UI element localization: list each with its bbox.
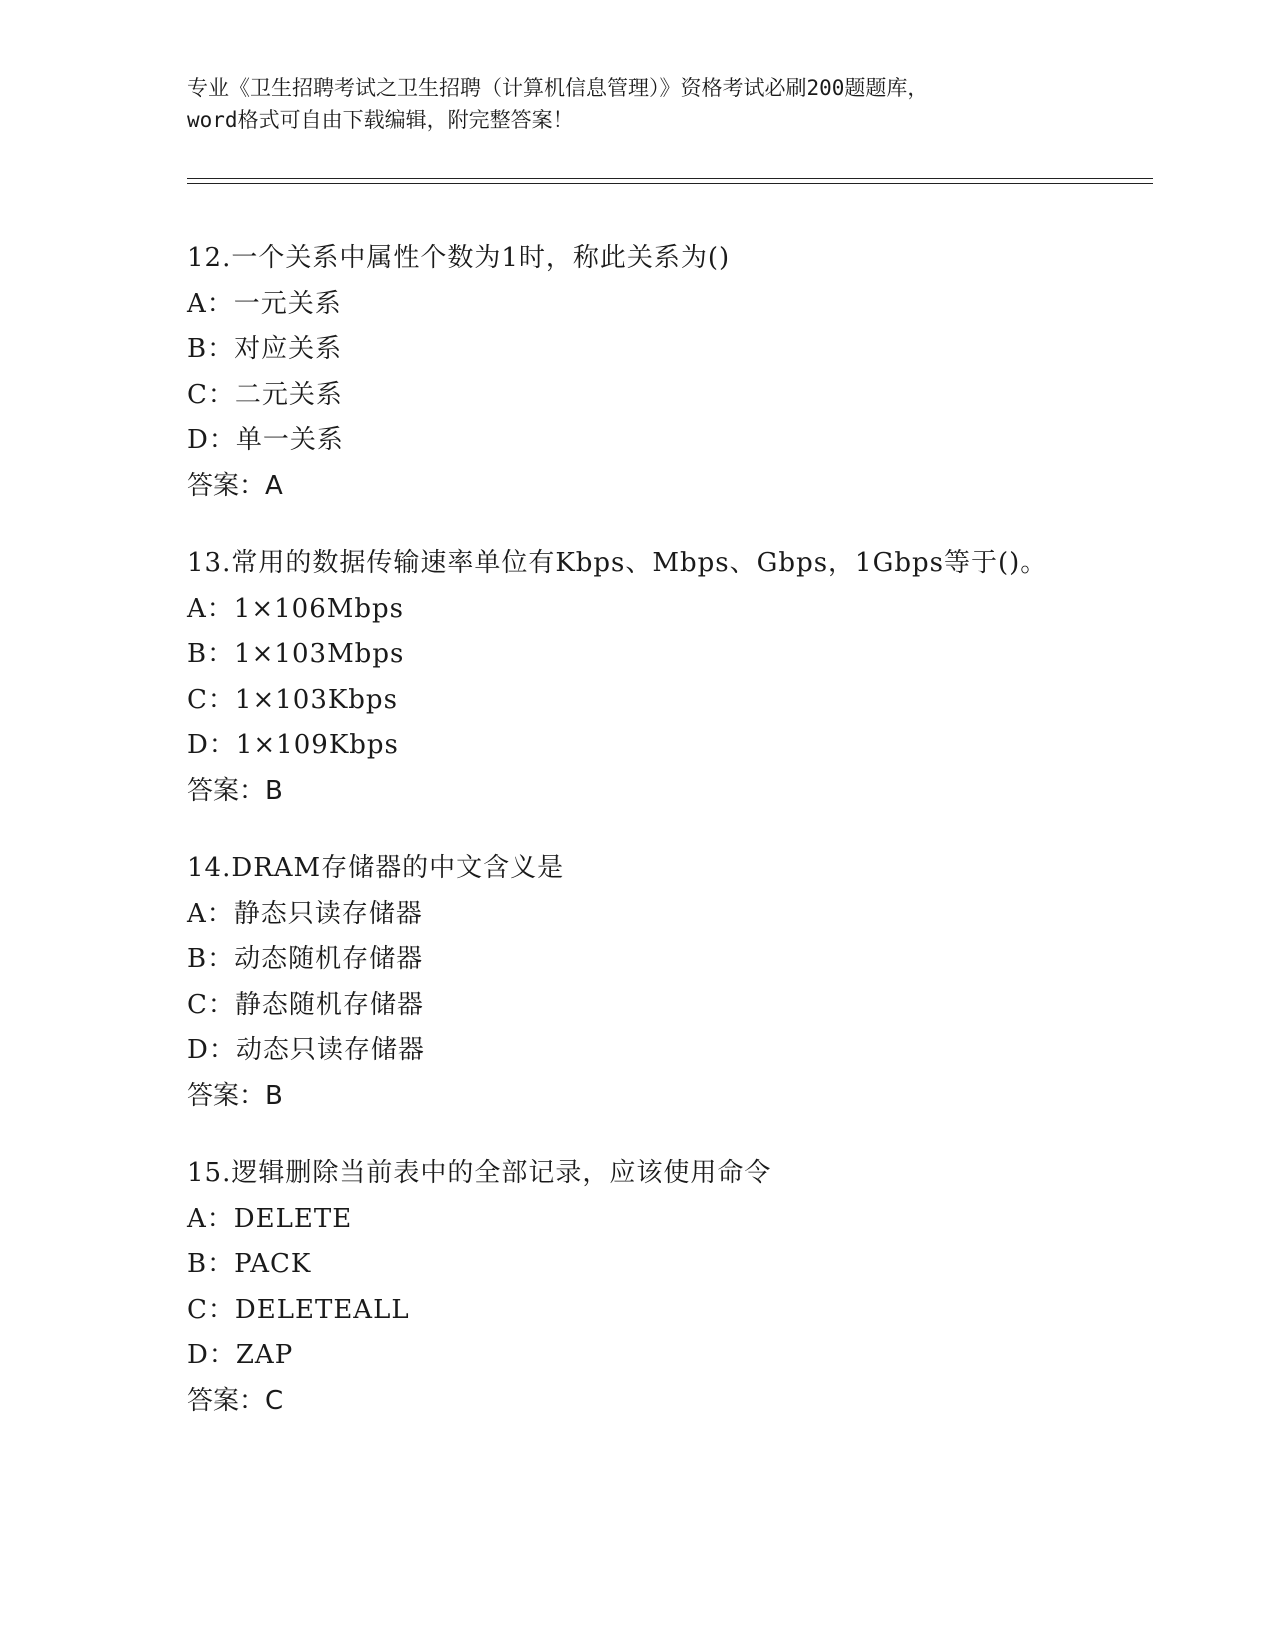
option-letter: A： xyxy=(187,288,234,319)
option-d xyxy=(187,1028,1167,1074)
header-line-1: 专业《卫生招聘考试之卫生招聘（计算机信息管理）》资格考试必刷200题题库， xyxy=(187,76,929,100)
option-text: 1×109Kbps xyxy=(235,730,399,760)
option-text: DELETEALL xyxy=(234,1294,410,1325)
option-a xyxy=(187,1197,1167,1243)
option-text: PACK xyxy=(234,1249,312,1279)
option-text: 动态只读存储器 xyxy=(235,1035,425,1065)
document-header xyxy=(187,72,1087,136)
option-c xyxy=(187,678,1167,724)
option-d xyxy=(187,418,1167,464)
header-divider-bottom xyxy=(187,183,1153,184)
option-letter: B： xyxy=(187,334,235,364)
option-text: 单一关系 xyxy=(235,425,344,455)
question-text: 15.逻辑删除当前表中的全部记录，应该使用命令 xyxy=(187,1158,772,1188)
option-b xyxy=(187,1242,1167,1288)
option-c xyxy=(187,1288,1167,1334)
question-14 xyxy=(187,846,1167,1119)
option-b xyxy=(187,632,1167,678)
option-letter: C： xyxy=(187,989,235,1020)
question-list xyxy=(187,236,1167,1456)
option-a xyxy=(187,587,1167,633)
answer: 答案：B xyxy=(187,1080,283,1111)
question-text: 14.DRAM存储器的中文含义是 xyxy=(187,853,565,883)
question-text: 12.一个关系中属性个数为1时，称此关系为() xyxy=(187,243,731,273)
option-letter: A： xyxy=(187,898,234,929)
option-letter: D： xyxy=(187,1035,236,1065)
option-text: 二元关系 xyxy=(234,379,343,410)
option-letter: D： xyxy=(187,1340,236,1370)
option-letter: C： xyxy=(187,684,235,715)
header-divider-top xyxy=(187,178,1153,179)
option-letter: B： xyxy=(187,639,235,669)
option-a xyxy=(187,892,1167,938)
option-text: 对应关系 xyxy=(234,334,343,364)
option-b xyxy=(187,937,1167,983)
option-letter: A： xyxy=(187,593,234,624)
option-c xyxy=(187,373,1167,419)
option-letter: A： xyxy=(187,1203,234,1234)
question-text: 13.常用的数据传输速率单位有Kbps、Mbps、Gbps，1Gbps等于()。 xyxy=(187,548,1048,578)
option-text: 1×103Mbps xyxy=(234,639,405,669)
option-text: 静态只读存储器 xyxy=(233,898,423,929)
header-line-2: word格式可自由下载编辑，附完整答案！ xyxy=(187,108,574,132)
option-text: 一元关系 xyxy=(233,288,342,319)
option-text: 静态随机存储器 xyxy=(234,989,424,1020)
question-12 xyxy=(187,236,1167,509)
option-text: DELETE xyxy=(233,1203,353,1234)
option-text: 1×106Mbps xyxy=(233,593,404,624)
answer: 答案：B xyxy=(187,775,283,806)
option-letter: B： xyxy=(187,944,235,974)
option-letter: D： xyxy=(187,425,236,455)
option-b xyxy=(187,327,1167,373)
option-a xyxy=(187,282,1167,328)
question-13 xyxy=(187,541,1167,814)
option-text: 1×103Kbps xyxy=(234,684,398,715)
option-letter: C： xyxy=(187,379,235,410)
option-text: ZAP xyxy=(235,1340,294,1370)
option-c xyxy=(187,983,1167,1029)
answer: 答案：C xyxy=(187,1385,284,1416)
option-d xyxy=(187,1333,1167,1379)
question-15 xyxy=(187,1151,1167,1424)
option-d xyxy=(187,723,1167,769)
option-letter: D： xyxy=(187,730,236,760)
option-letter: C： xyxy=(187,1294,235,1325)
option-text: 动态随机存储器 xyxy=(234,944,424,974)
answer: 答案：A xyxy=(187,470,283,501)
option-letter: B： xyxy=(187,1249,235,1279)
